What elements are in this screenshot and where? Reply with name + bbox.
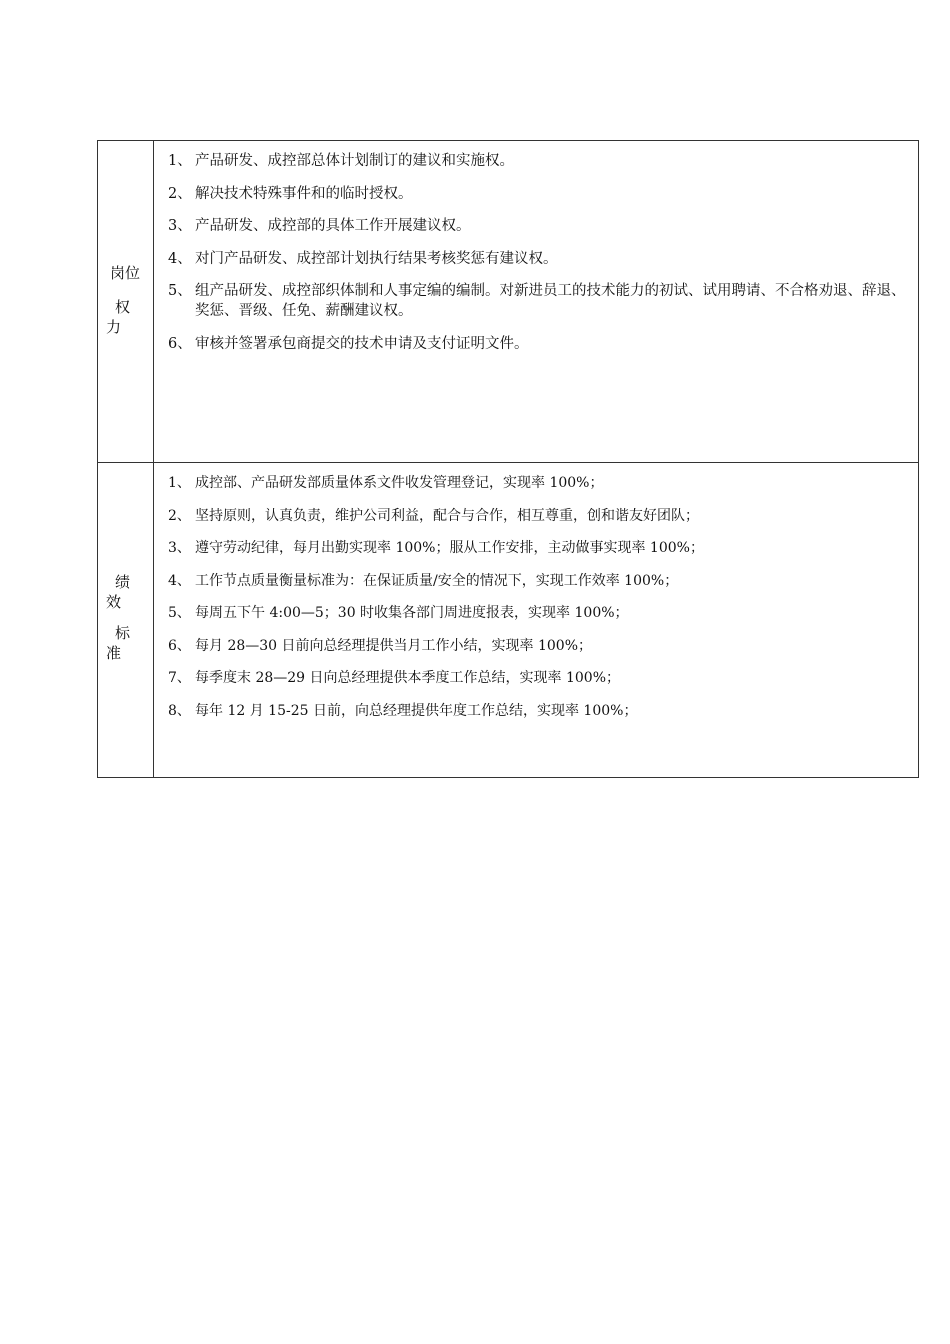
authority-label-line-2: 权 (115, 298, 131, 316)
performance-item: 3、 遵守劳动纪律，每月出勤实现率 100%；服从工作安排，主动做事实现率 100%； (168, 540, 704, 556)
performance-item: 7、 每季度末 28—29 日向总经理提供本季度工作总结，实现率 100%； (168, 670, 621, 686)
authority-item: 4、 对门产品研发、成控部计划执行结果考核奖惩有建议权。 (168, 250, 558, 267)
performance-label-line-4: 准 (106, 644, 122, 662)
authority-content-cell (154, 141, 919, 463)
job-description-table (97, 140, 919, 778)
performance-item: 1、 成控部、产品研发部质量体系文件收发管理登记，实现率 100%； (168, 475, 604, 491)
performance-content-cell (154, 463, 919, 778)
authority-row (98, 141, 919, 463)
performance-label-line-3: 标 (115, 624, 131, 642)
authority-label-line-1: 岗位 (110, 264, 141, 282)
performance-label-line-1: 绩 (115, 573, 131, 591)
performance-label-cell (98, 463, 154, 778)
performance-item: 8、 每年 12 月 15-25 日前，向总经理提供年度工作总结，实现率 100%； (168, 702, 638, 719)
authority-item: 2、 解决技术特殊事件和的临时授权。 (168, 185, 413, 202)
authority-item: 3、 产品研发、成控部的具体工作开展建议权。 (168, 218, 471, 234)
performance-row (98, 463, 919, 778)
authority-item: 6、 审核并签署承包商提交的技术申请及支付证明文件。 (168, 335, 529, 352)
performance-item: 5、 每周五下午 4:00—5；30 时收集各部门周进度报表，实现率 100%； (168, 605, 629, 621)
performance-label-line-2: 效 (106, 593, 122, 611)
authority-item: 1、 产品研发、成控部总体计划制订的建议和实施权。 (168, 153, 514, 169)
performance-item: 4、 工作节点质量衡量标准为：在保证质量/安全的情况下，实现工作效率 100%； (168, 572, 679, 589)
performance-item: 2、 坚持原则，认真负责，维护公司利益，配合与合作，相互尊重，创和谐友好团队； (168, 507, 699, 524)
authority-label-line-3: 力 (106, 318, 122, 336)
performance-item: 6、 每月 28—30 日前向总经理提供当月工作小结，实现率 100%； (168, 637, 593, 654)
authority-label-cell (98, 141, 154, 463)
authority-item: 5、 组产品研发、成控部织体制和人事定编的编制。对新进员工的技术能力的初试、试用聘请、不合格劝退、辞退、奖惩、晋级、任免、薪酬建议权。 (168, 283, 906, 319)
